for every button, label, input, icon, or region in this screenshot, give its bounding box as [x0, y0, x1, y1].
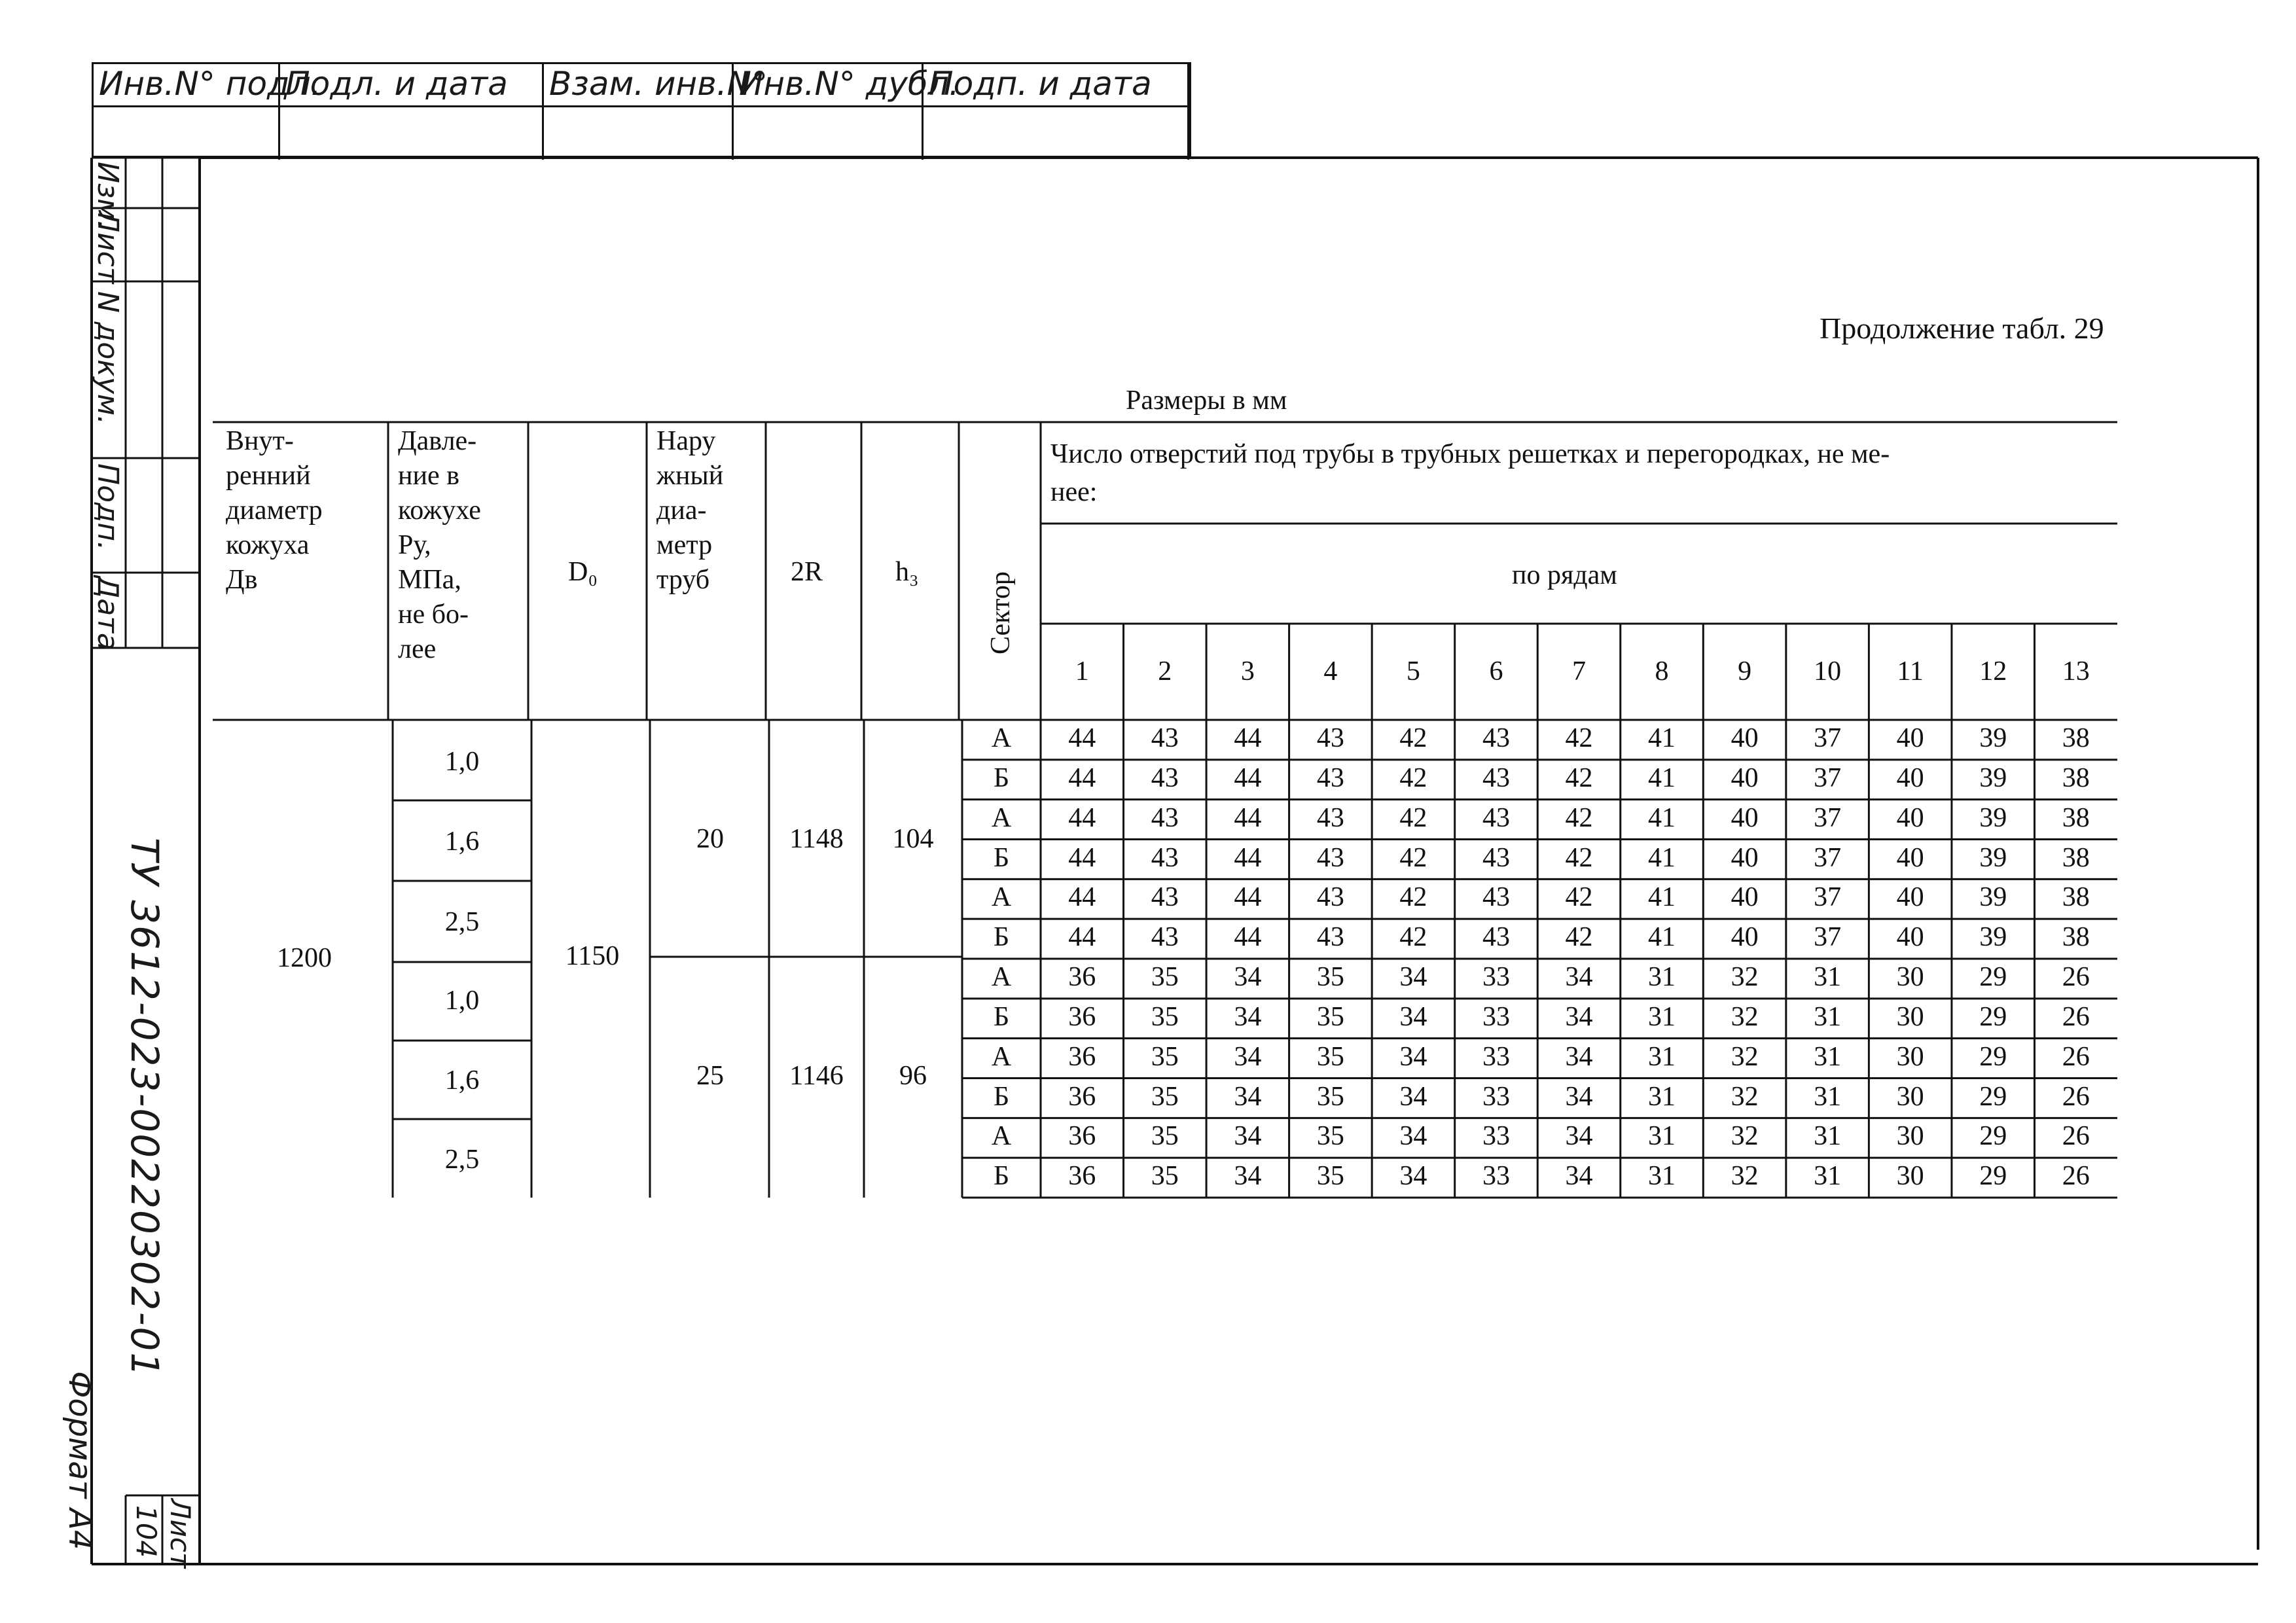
table-cell: 40: [1896, 922, 1924, 953]
table-cell: 31: [1648, 1081, 1676, 1112]
sector-cell: А: [991, 802, 1012, 833]
table-cell: 34: [1234, 1121, 1262, 1152]
table-cell: 39: [1979, 762, 2007, 793]
row-number-11: 11: [1897, 656, 1924, 687]
h3-group-2: 96: [899, 1061, 927, 1091]
table-cell: 30: [1896, 1121, 1924, 1152]
header-line: кожуха: [226, 530, 310, 560]
table-cell: 40: [1731, 842, 1759, 873]
table-cell: 40: [1731, 802, 1759, 833]
document-code: ТУ 3612-023-00220302-01: [122, 838, 167, 1378]
table-cell: 35: [1151, 1001, 1179, 1032]
pressure-value: 1,6: [444, 827, 480, 857]
strip-label-list: Лист: [91, 211, 124, 284]
sheet-number: 104: [130, 1505, 162, 1558]
table-cell: 26: [2062, 1041, 2090, 1072]
inner-diameter-value: 1200: [277, 943, 332, 973]
strip-label-podp: Подп.: [91, 463, 124, 551]
header-d0: D₀: [568, 557, 598, 587]
sector-cell: А: [991, 723, 1012, 753]
table-cell: 41: [1648, 842, 1676, 873]
table-cell: 34: [1234, 1041, 1262, 1072]
stamp-label-inv-podl: Инв.N° подл.: [99, 65, 321, 103]
header-line: Давле-: [398, 426, 477, 456]
table-cell: 33: [1482, 962, 1510, 992]
table-cell: 43: [1151, 802, 1179, 833]
table-cell: 42: [1399, 762, 1427, 793]
table-cell: 31: [1814, 1161, 1842, 1192]
two-r-group-2: 1146: [789, 1061, 844, 1091]
table-cell: 37: [1814, 762, 1842, 793]
table-cell: 30: [1896, 1041, 1924, 1072]
table-cell: 42: [1399, 882, 1427, 913]
table-cell: 35: [1151, 1081, 1179, 1112]
table-cell: 35: [1151, 962, 1179, 992]
table-cell: 42: [1399, 842, 1427, 873]
table-cell: 35: [1316, 1121, 1344, 1152]
table-cell: 31: [1814, 1081, 1842, 1112]
table-cell: 34: [1234, 1001, 1262, 1032]
table-cell: 31: [1814, 1001, 1842, 1032]
table-cell: 31: [1814, 1041, 1842, 1072]
sector-cell: Б: [993, 1081, 1010, 1112]
sector-cell: А: [991, 1041, 1012, 1072]
table-cell: 40: [1731, 882, 1759, 913]
sector-cell: Б: [993, 1001, 1010, 1032]
table-cell: 38: [2062, 723, 2090, 753]
table-cell: 26: [2062, 962, 2090, 992]
row-number-2: 2: [1158, 656, 1172, 687]
header-line: лее: [398, 634, 437, 664]
row-number-4: 4: [1323, 656, 1338, 687]
table-cell: 42: [1565, 882, 1593, 913]
header-inner-diameter: [226, 424, 323, 597]
header-line: диа-: [656, 495, 707, 526]
table-cell: 42: [1399, 802, 1427, 833]
strip-label-n-dokum: N докум.: [91, 291, 124, 425]
row-number-5: 5: [1406, 656, 1420, 687]
pressure-value: 2,5: [444, 907, 480, 937]
table-cell: 30: [1896, 962, 1924, 992]
table-cell: 41: [1648, 802, 1676, 833]
row-number-1: 1: [1075, 656, 1089, 687]
table-cell: 36: [1068, 1001, 1096, 1032]
table-cell: 33: [1482, 1041, 1510, 1072]
table-cell: 32: [1731, 1001, 1759, 1032]
header-2r: 2R: [791, 557, 823, 587]
pressure-value: 1,0: [444, 747, 480, 777]
header-line: кожухе: [398, 495, 481, 526]
table-cell: 37: [1814, 723, 1842, 753]
table-cell: 40: [1731, 762, 1759, 793]
header-line: МПа,: [398, 565, 461, 595]
table-cell: 36: [1068, 1161, 1096, 1192]
row-number-13: 13: [2062, 656, 2090, 687]
table-cell: 33: [1482, 1161, 1510, 1192]
header-line: не бо-: [398, 599, 469, 630]
table-cell: 34: [1399, 962, 1427, 992]
format-label: Формат А4: [62, 1371, 98, 1550]
table-cell: 42: [1565, 762, 1593, 793]
h3-group-1: 104: [892, 824, 934, 854]
header-line: ренний: [226, 461, 311, 491]
table-cell: 41: [1648, 922, 1676, 953]
table-cell: 35: [1316, 962, 1344, 992]
header-line: Ру,: [398, 530, 431, 560]
table-cell: 34: [1399, 1121, 1427, 1152]
table-cell: 32: [1731, 1161, 1759, 1192]
table-cell: 44: [1234, 922, 1262, 953]
table-cell: 26: [2062, 1161, 2090, 1192]
table-cell: 36: [1068, 1081, 1096, 1112]
table-cell: 34: [1234, 962, 1262, 992]
table-cell: 44: [1234, 882, 1262, 913]
sector-cell: А: [991, 962, 1012, 992]
table-cell: 37: [1814, 882, 1842, 913]
table-cell: 39: [1979, 802, 2007, 833]
table-cell: 40: [1896, 842, 1924, 873]
pressure-value: 1,0: [444, 986, 480, 1016]
table-cell: 43: [1482, 802, 1510, 833]
table-cell: 32: [1731, 962, 1759, 992]
table-cell: 26: [2062, 1081, 2090, 1112]
table-cell: 44: [1234, 762, 1262, 793]
table-cell: 33: [1482, 1081, 1510, 1112]
table-cell: 34: [1565, 1161, 1593, 1192]
table-cell: 40: [1896, 802, 1924, 833]
table-cell: 41: [1648, 762, 1676, 793]
row-number-7: 7: [1571, 656, 1586, 687]
table-cell: 30: [1896, 1001, 1924, 1032]
header-line: Нару: [656, 426, 716, 456]
table-cell: 42: [1399, 723, 1427, 753]
table-cell: 33: [1482, 1121, 1510, 1152]
stamp-label-podp-data-2: Подп. и дата: [929, 65, 1152, 103]
row-number-9: 9: [1738, 656, 1752, 687]
table-cell: 44: [1234, 802, 1262, 833]
sheet-label: Лист: [164, 1499, 196, 1569]
tube-diameter-group-2: 25: [696, 1061, 724, 1091]
stamp-label-vzam-inv: Взам. инв.N°: [549, 65, 768, 103]
table-cell: 34: [1565, 1001, 1593, 1032]
table-cell: 34: [1399, 1081, 1427, 1112]
strip-label-izm: Изм.: [91, 162, 124, 230]
table-cell: 42: [1399, 922, 1427, 953]
header-holes-line1: Число отверстий под трубы в трубных решетках и перегородках, не ме-: [1050, 439, 1890, 469]
row-number-8: 8: [1655, 656, 1669, 687]
table-cell: 44: [1068, 723, 1096, 753]
row-number-12: 12: [1979, 656, 2007, 687]
table-cell: 43: [1151, 842, 1179, 873]
tube-diameter-group-1: 20: [696, 824, 724, 854]
table-cell: 26: [2062, 1121, 2090, 1152]
table-cell: 35: [1151, 1161, 1179, 1192]
table-cell: 34: [1565, 1121, 1593, 1152]
table-cell: 43: [1482, 762, 1510, 793]
sector-cell: Б: [993, 842, 1010, 873]
table-cell: 29: [1979, 1081, 2007, 1112]
table-cell: 42: [1565, 802, 1593, 833]
table-cell: 32: [1731, 1081, 1759, 1112]
table-cell: 38: [2062, 882, 2090, 913]
table-cell: 44: [1068, 762, 1096, 793]
table-cell: 38: [2062, 762, 2090, 793]
table-cell: 35: [1316, 1041, 1344, 1072]
table-cell: 34: [1399, 1001, 1427, 1032]
table-cell: 35: [1316, 1081, 1344, 1112]
table-cell: 29: [1979, 1161, 2007, 1192]
table-cell: 42: [1565, 922, 1593, 953]
strip-label-data: Дата: [91, 576, 124, 651]
table-cell: 36: [1068, 962, 1096, 992]
table-cell: 40: [1896, 762, 1924, 793]
table-cell: 43: [1316, 723, 1344, 753]
sector-cell: Б: [993, 1161, 1010, 1192]
table-cell: 32: [1731, 1121, 1759, 1152]
table-cell: 38: [2062, 842, 2090, 873]
table-cell: 36: [1068, 1041, 1096, 1072]
sector-cell: А: [991, 882, 1012, 913]
table-cell: 40: [1731, 922, 1759, 953]
header-line: жный: [656, 461, 724, 491]
table-cell: 34: [1234, 1081, 1262, 1112]
d0-value: 1150: [565, 941, 620, 971]
table-cell: 37: [1814, 842, 1842, 873]
table-cell: 43: [1316, 882, 1344, 913]
header-line: ние в: [398, 461, 459, 491]
table-cell: 44: [1068, 802, 1096, 833]
table-cell: 35: [1316, 1161, 1344, 1192]
row-number-3: 3: [1240, 656, 1255, 687]
table-cell: 41: [1648, 882, 1676, 913]
table-cell: 35: [1316, 1001, 1344, 1032]
table-cell: 41: [1648, 723, 1676, 753]
table-cell: 44: [1068, 922, 1096, 953]
table-cell: 43: [1316, 802, 1344, 833]
table-cell: 40: [1896, 882, 1924, 913]
table-cell: 26: [2062, 1001, 2090, 1032]
table-cell: 39: [1979, 922, 2007, 953]
table-cell: 35: [1151, 1121, 1179, 1152]
sector-cell: Б: [993, 922, 1010, 953]
table-caption: Продолжение табл. 29: [1820, 312, 2104, 345]
header-line: диаметр: [226, 495, 323, 526]
header-tube-diameter: [656, 424, 723, 597]
table-cell: 43: [1151, 922, 1179, 953]
table-cell: 43: [1482, 922, 1510, 953]
table-cell: 42: [1565, 842, 1593, 873]
table-cell: 43: [1151, 723, 1179, 753]
table-cell: 34: [1234, 1161, 1262, 1192]
table-cell: 44: [1234, 723, 1262, 753]
two-r-group-1: 1148: [789, 824, 844, 854]
pressure-value: 2,5: [444, 1145, 480, 1175]
table-cell: 36: [1068, 1121, 1096, 1152]
table-cell: 44: [1234, 842, 1262, 873]
stamp-label-inv-dubl: Инв.N° дубл.: [739, 65, 960, 103]
table-cell: 30: [1896, 1161, 1924, 1192]
table-cell: 31: [1648, 1161, 1676, 1192]
header-line: Дв: [226, 565, 258, 595]
table-cell: 44: [1068, 882, 1096, 913]
table-cell: 38: [2062, 922, 2090, 953]
table-cell: 40: [1896, 723, 1924, 753]
table-cell: 29: [1979, 1121, 2007, 1152]
table-cell: 31: [1814, 1121, 1842, 1152]
pressure-value: 1,6: [444, 1065, 480, 1096]
row-number-10: 10: [1814, 656, 1842, 687]
table-cell: 29: [1979, 1001, 2007, 1032]
table-cell: 39: [1979, 723, 2007, 753]
header-by-rows: по рядам: [1512, 560, 1617, 590]
header-sector: Сектор: [986, 571, 1016, 654]
table-cell: 34: [1399, 1161, 1427, 1192]
row-number-6: 6: [1489, 656, 1503, 687]
table-cell: 43: [1482, 842, 1510, 873]
header-line: метр: [656, 530, 713, 560]
table-cell: 33: [1482, 1001, 1510, 1032]
table-cell: 31: [1648, 1121, 1676, 1152]
table-cell: 31: [1648, 1001, 1676, 1032]
table-cell: 43: [1482, 882, 1510, 913]
header-pressure: [398, 424, 481, 667]
table-cell: 31: [1814, 962, 1842, 992]
table-cell: 39: [1979, 842, 2007, 873]
units-note: Размеры в мм: [1126, 385, 1287, 416]
table-cell: 37: [1814, 922, 1842, 953]
header-line: Внут-: [226, 426, 294, 456]
table-cell: 44: [1068, 842, 1096, 873]
sector-cell: А: [991, 1121, 1012, 1152]
table-cell: 35: [1151, 1041, 1179, 1072]
header-h3: h₃: [895, 557, 919, 587]
header-line: труб: [656, 565, 710, 595]
table-cell: 43: [1482, 723, 1510, 753]
table-cell: 31: [1648, 1041, 1676, 1072]
table-cell: 29: [1979, 1041, 2007, 1072]
table-cell: 31: [1648, 962, 1676, 992]
table-cell: 32: [1731, 1041, 1759, 1072]
table-cell: 40: [1731, 723, 1759, 753]
table-cell: 43: [1151, 882, 1179, 913]
stamp-label-podp-data: Подл. и дата: [285, 65, 508, 103]
table-cell: 30: [1896, 1081, 1924, 1112]
table-cell: 38: [2062, 802, 2090, 833]
table-cell: 34: [1565, 1081, 1593, 1112]
table-cell: 43: [1316, 762, 1344, 793]
table-cell: 34: [1399, 1041, 1427, 1072]
table-cell: 43: [1316, 842, 1344, 873]
table-cell: 43: [1151, 762, 1179, 793]
table-cell: 42: [1565, 723, 1593, 753]
table-cell: 39: [1979, 882, 2007, 913]
table-cell: 43: [1316, 922, 1344, 953]
header-holes-line2: нее:: [1050, 477, 1098, 507]
table-cell: 37: [1814, 802, 1842, 833]
table-cell: 29: [1979, 962, 2007, 992]
sector-cell: Б: [993, 762, 1010, 793]
table-cell: 34: [1565, 1041, 1593, 1072]
table-cell: 34: [1565, 962, 1593, 992]
